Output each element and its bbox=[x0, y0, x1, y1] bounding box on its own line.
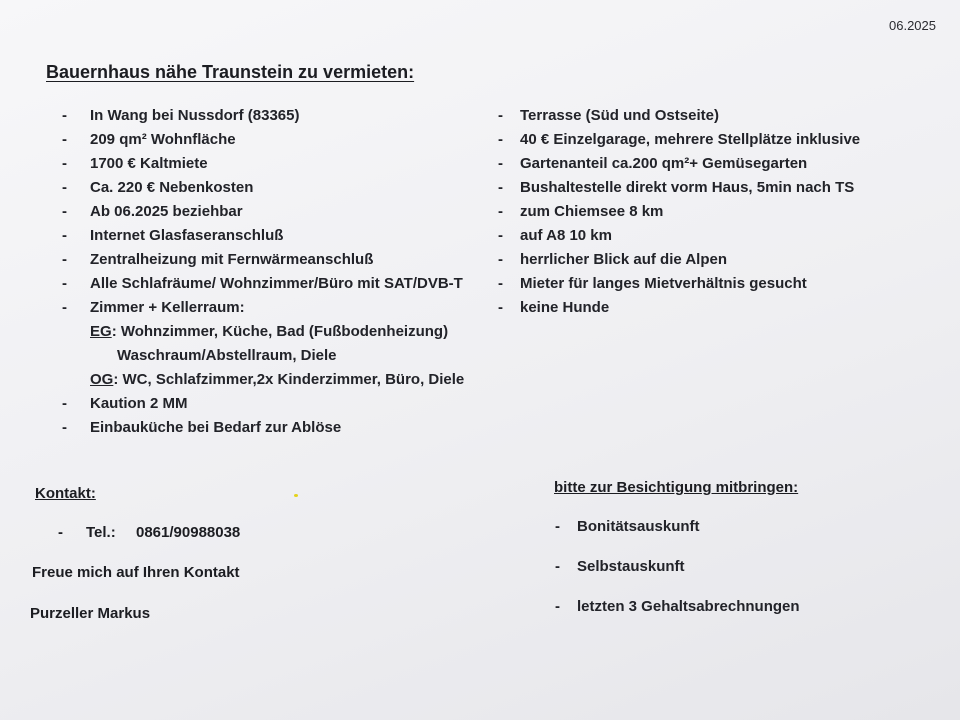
document-page: 06.2025 Bauernhaus nähe Traunstein zu vermieten: - In Wang bei Nussdorf (83365) - 209 qm² Wohnfläche - 1700 € Kaltmiete - Ca. 220 € Nebenkosten - Ab 06.2025 beziehbar - Internet Glasfaseranschluß - Zentralheizung mit Fernwärmeanschluß - Alle Schlafräume/ Wohnzimmer/Büro mit SAT/DVB-T - Zimmer + Kellerraum: EG: Wohnzimmer, Küche, Bad (Fußbodenheizung) Waschraum/Abstellraum, Diele OG: WC, Schlafzimmer,2x Kinderzimmer, Büro, Diele - Kaution 2 MM - Einbauküche bei Bedarf zur Ablöse - Terrasse (Süd und Ostseite) - 40 € Einzelgarage, mehrere Stellplätze inklusive - Gartenanteil ca.200 qm²+ Gemüsegarten - Bushaltestelle direkt vorm Haus, 5min nach TS - zum Chiemsee 8 km - auf A8 10 km - herrlicher Blick auf die Alpen - Mieter für langes Mietverhältnis gesucht - keine Hunde Kontakt: - Tel.: 0861/90988038 Freue mich auf Ihren Kontakt Purzeller Markus bitte zur Besichtigung mitbringen: - Bonitätsauskunft - Selbstauskunft - letzten 3 Gehaltsabrechnungen bbox=[30, 18, 936, 622]
phone-label: Tel.: bbox=[86, 524, 116, 541]
landlord-name: Purzeller Markus bbox=[30, 605, 151, 622]
paper-speck bbox=[294, 494, 298, 497]
document-title: Bauernhaus nähe Traunstein zu vermieten: bbox=[46, 62, 415, 82]
floor-eg-text: : Wohnzimmer, Küche, Bad (Fußbodenheizung) bbox=[111, 323, 449, 340]
contact-heading: Kontakt: bbox=[35, 485, 96, 502]
viewing-requirements-heading: bitte zur Besichtigung mitbringen: bbox=[554, 479, 799, 496]
greeting-text: Freue mich auf Ihren Kontakt bbox=[32, 564, 240, 581]
document-date: 06.2025 bbox=[889, 18, 936, 33]
phone-number: 0861/90988038 bbox=[136, 524, 241, 541]
floor-og-label: OG bbox=[90, 371, 114, 388]
floor-og-text: : WC, Schlafzimmer,2x Kinderzimmer, Büro, Diele bbox=[113, 371, 465, 388]
floor-eg-label: EG bbox=[90, 323, 112, 340]
